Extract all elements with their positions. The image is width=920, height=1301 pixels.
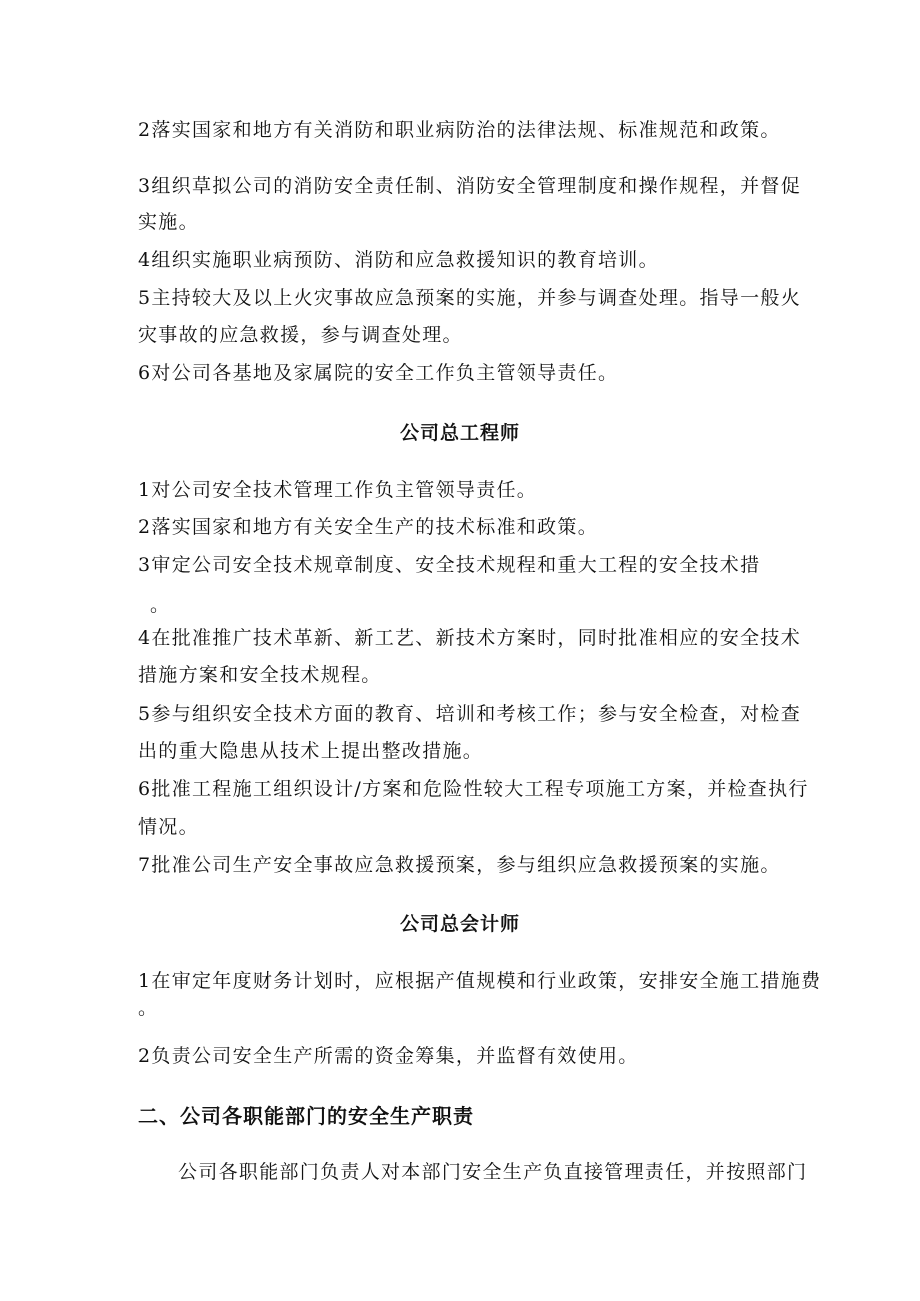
accountant-item-1-cont: 。	[138, 997, 159, 1019]
accountant-item-2: 2负责公司安全生产所需的资金筹集，并监督有效使用。	[138, 1045, 639, 1067]
engineer-item-5-cont: 出的重大隐患从技术上提出整改措施。	[138, 740, 484, 762]
engineer-item-4: 4在批准推广技术革新、新工艺、新技术方案时，同时批准相应的安全技术	[138, 627, 801, 649]
duty-item-3-cont: 实施。	[138, 211, 199, 233]
chief-accountant-heading: 公司总会计师	[399, 913, 520, 935]
engineer-item-7: 7批准公司生产安全事故应急救援预案，参与组织应急救援预案的实施。	[138, 854, 781, 876]
duty-item-5-cont: 灾事故的应急救援，参与调查处理。	[138, 324, 463, 346]
engineer-item-2: 2落实国家和地方有关安全生产的技术标准和政策。	[138, 516, 598, 538]
engineer-item-6: 6批准工程施工组织设计/方案和危险性较大工程专项施工方案，并检查执行	[138, 778, 809, 800]
duty-item-6: 6对公司各基地及家属院的安全工作负主管领导责任。	[138, 362, 619, 384]
engineer-item-3-cont: 。	[150, 594, 171, 616]
engineer-item-3: 3审定公司安全技术规章制度、安全技术规程和重大工程的安全技术措	[138, 554, 761, 576]
chief-engineer-heading: 公司总工程师	[399, 422, 520, 444]
duty-item-4: 4组织实施职业病预防、消防和应急救援知识的教育培训。	[138, 249, 659, 271]
engineer-item-5: 5参与组织安全技术方面的教育、培训和考核工作；参与安全检查，对检查	[138, 703, 801, 725]
duty-item-3: 3组织草拟公司的消防安全责任制、消防安全管理制度和操作规程，并督促	[138, 175, 801, 197]
engineer-item-1: 1对公司安全技术管理工作负主管领导责任。	[138, 479, 538, 501]
engineer-item-6-cont: 情况。	[138, 816, 199, 838]
duty-item-2: 2落实国家和地方有关消防和职业病防治的法律法规、标准规范和政策。	[138, 119, 781, 141]
section-2-heading: 二、公司各职能部门的安全生产职责	[138, 1104, 474, 1128]
section-2-paragraph: 公司各职能部门负责人对本部门安全生产负直接管理责任，并按照部门	[178, 1161, 808, 1183]
accountant-item-1: 1在审定年度财务计划时，应根据产值规模和行业政策，安排安全施工措施费	[138, 970, 822, 992]
engineer-item-4-cont: 措施方案和安全技术规程。	[138, 664, 382, 686]
duty-item-5: 5主持较大及以上火灾事故应急预案的实施，并参与调查处理。指导一般火	[138, 287, 801, 309]
